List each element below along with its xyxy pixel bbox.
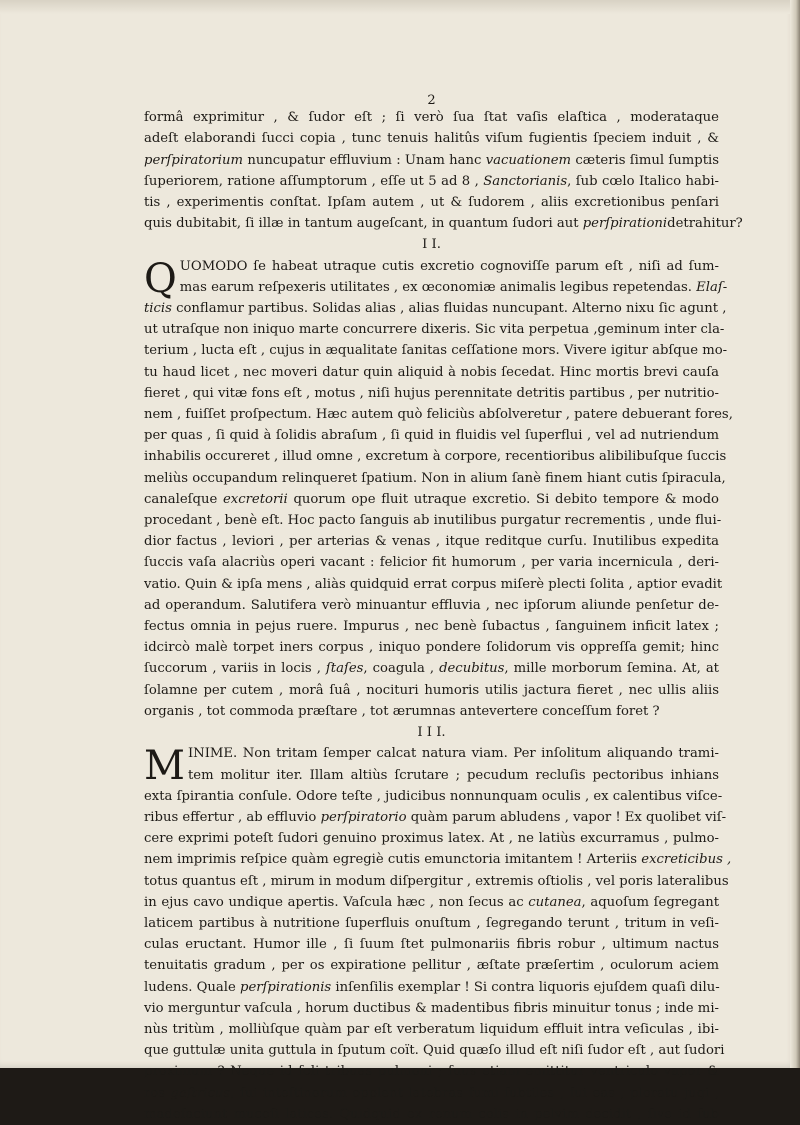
section-heading-3: I I I.: [417, 725, 446, 741]
text-line: ribus effertur , ab effluvio perſpiratorio quàm parum abludens , vapor ! Ex quolibet viſ-: [144, 809, 727, 825]
text-line: adeſt elaborandi ſucci copia , tunc tenuis halitûs viſum fugientis ſpeciem induit , &: [144, 131, 719, 147]
text-line: dior factus , leviori , per arterias & venas , itque reditque curſu. Inutilibus expedita: [144, 534, 719, 550]
text-line: organis , tot commoda præſtare , tot ærumnas antevertere conceſſum foret ?: [144, 703, 660, 719]
text-line: ſuccorum , variis in locis , ſtaſes, coagula , decubitus, mille morborum ſemina. At, at: [144, 661, 719, 677]
text-line: ut utraſque non iniquo marte concurrere dixeris. Sic vita perpetua ,geminum inter cla-: [144, 322, 725, 338]
text-line: totus quantus eſt , mirum in modum diſpergitur , extremis oſtiolis , vel poris lateralibus: [144, 873, 729, 889]
paragraph-3: [144, 743, 732, 1125]
text-line: ſuccis vaſa alacriùs operi vacant : felicior fit humorum , per varia incernicula , deri-: [144, 555, 719, 571]
page-text: [144, 90, 743, 1125]
text-line: culas eructant. Humor ille , ſi ſuum ſtet pulmonariis fibris robur , ultimum nactus: [144, 937, 719, 953]
page-binding-edge: [790, 0, 800, 1068]
page-number: 2: [427, 93, 436, 108]
text-line: idcircò malè torpet iners corpus , iniquo pondere ſolidorum vis oppreſſa gemit; hinc: [144, 640, 719, 656]
text-line: perſpiratorium nuncupatur effluvium : Unam hanc vacuationem cæteris ſimul ſumptis: [144, 152, 720, 168]
text-line: tem molitur iter. Illam altiùs ſcrutare ; pecudum recluſis pectoribus inhians: [187, 767, 719, 783]
text-line: madefaciunt mucoſi latices. Quidquid ex renum colis in pelvim decidit , ſive id ſub: [144, 1106, 719, 1122]
text-line: cere exprimi poteſt ſudori genuino proximus latex. At , ne latiùs excurramus , pulmo-: [144, 831, 719, 847]
text-line: UOMODO ſe habeat utraque cutis excretio cognoviſſe parum eſt , niſi ad ſum-: [179, 258, 719, 274]
text-line: quis dubitabit, ſi illæ in tantum augeſcant, in quantum ſudori aut perſpirationidetrahitur?: [144, 216, 743, 232]
text-line: INIME. Non tritam ſemper calcat natura viam. Per inſolitum aliquando trami-: [187, 746, 719, 762]
text-line: ticis conflamur partibus. Solidas alias , alias fluidas nuncupant. Alterno nixu ſic agunt ,: [144, 301, 727, 317]
text-line: meliùs occupandum relinqueret ſpatium. Non in alium ſanè finem hiant cutis ſpiracula,: [144, 470, 726, 486]
text-line: nem , fuiſſet proſpectum. Hæc autem quò feliciùs abſolveretur , patere debuerant fores,: [144, 407, 733, 423]
text-line: nùs tritùm , molliùſque quàm par eſt verberatum liquidum effluit intra veſiculas , ibi-: [144, 1021, 719, 1037]
text-line: in ejus cavo undique apertis. Vaſcula hæc , non ſecus ac cutanea, aquoſum ſegregant: [144, 894, 719, 910]
text-line: procedant , benè eſt. Hoc pacto ſanguis ab inutilibus purgatur recrementis , unde flui-: [144, 513, 722, 529]
text-line: exta ſpirantia conſule. Odore teſte , judicibus nonnunquam oculis , ex calentibus viſce-: [144, 788, 723, 804]
text-line: per quas , ſi quid à ſolidis abraſum , ſi quid in fluidis vel ſuperflui , vel ad nutriendum: [144, 428, 719, 444]
paragraph-2: [144, 255, 733, 722]
text-line: nem imprimis reſpice quàm egregiè cutis emunctoria imitantem ! Arteriis excreticibus ,: [144, 852, 732, 868]
text-line: canaleſque excretorii quorum ope fluit utraque excretio. Si debito tempore & modo: [144, 491, 719, 507]
text-line: mas earum reſpexeris utilitates , ex œconomiæ animalis legibus repetendas. Elaſ-: [179, 279, 728, 295]
text-line: ros gaſtricus, ſui inteſtinorum opplent latebras fumi ſubtiles , ſui eas , ploratu jugi ,: [144, 1085, 719, 1101]
text-line: ſolamne per cutem , morâ ſuâ , nocituri humoris utilis jactura fieret , nec ullis aliis: [144, 682, 719, 698]
text-line: tis , experimentis conſtat. Ipſam autem , ut & ſudorem , aliis excretionibus penſari: [144, 195, 719, 211]
text-line: ad operandum. Salutifera verò minuantur effluvia , nec ipſorum aliunde penſetur de-: [144, 597, 719, 613]
text-line: tu haud licet , nec moveri datur quin aliquid à nobis ſecedat. Hinc mortis brevi cauſa: [144, 364, 719, 380]
text-line: terium , lucta eſt , cujus in æqualitate ſanitas ceſſatione mors. Vivere igitur abſque mo-: [144, 343, 728, 359]
text-line: fieret , qui vitæ fons eſt , motus , niſi hujus perennitate detritis partibus , per nutritio-: [144, 385, 719, 401]
text-line: proximum ? Neque id ſoli tribuas pulmoni ; ſuus etiam emittitur ventriculo vapor &: [144, 1064, 719, 1080]
text-line: ludens. Quale perſpirationis inſenſilis exemplar ! Si contra liquoris ejuſdem quaſi dilu-: [144, 979, 720, 995]
text-line: formâ exprimitur , & ſudor eſt ; ſi verò ſua ſtat vaſis elaſtica , moderataque: [144, 110, 719, 126]
section-heading-2: I I.: [422, 237, 441, 253]
text-line: fectus omnia in pejus ruere. Impurus , nec benè ſubactus , ſanguinem inficit latex ;: [144, 619, 719, 635]
text-line: laticem partibus à nutritione ſuperfluis onuſtum , ſegregando terunt , tritum in veſi-: [144, 915, 719, 931]
text-line: que guttulæ unita guttula in ſputum coït. Quid quæſo illud eſt niſi ſudor eſt , aut ſudori: [144, 1043, 725, 1059]
text-line: vio merguntur vaſcula , horum ductibus & madentibus fibris minuitur tonus ; inde mi-: [144, 1000, 719, 1016]
drop-cap: Q: [144, 255, 177, 302]
text-line: inhabilis occureret , illud omne , excretum à corpore, recentioribus alibilibuſque ſuccis: [144, 449, 727, 465]
paragraph-1: [144, 107, 743, 234]
page-top-edge: [0, 0, 800, 14]
text-line: vatio. Quin & ipſa mens , aliàs quidquid errat corpus miſerè plecti ſolita , aptior evadit: [144, 576, 723, 592]
text-line: ſuperiorem, ratione aſſumptorum , eſſe ut 5 ad 8 , Sanctorianis, ſub cœlo Italico habi-: [144, 173, 719, 189]
drop-cap: M: [144, 743, 185, 790]
text-line: tenuitatis gradum , per os expiratione pellitur , æſtate præſertim , oculorum aciem: [144, 958, 719, 974]
